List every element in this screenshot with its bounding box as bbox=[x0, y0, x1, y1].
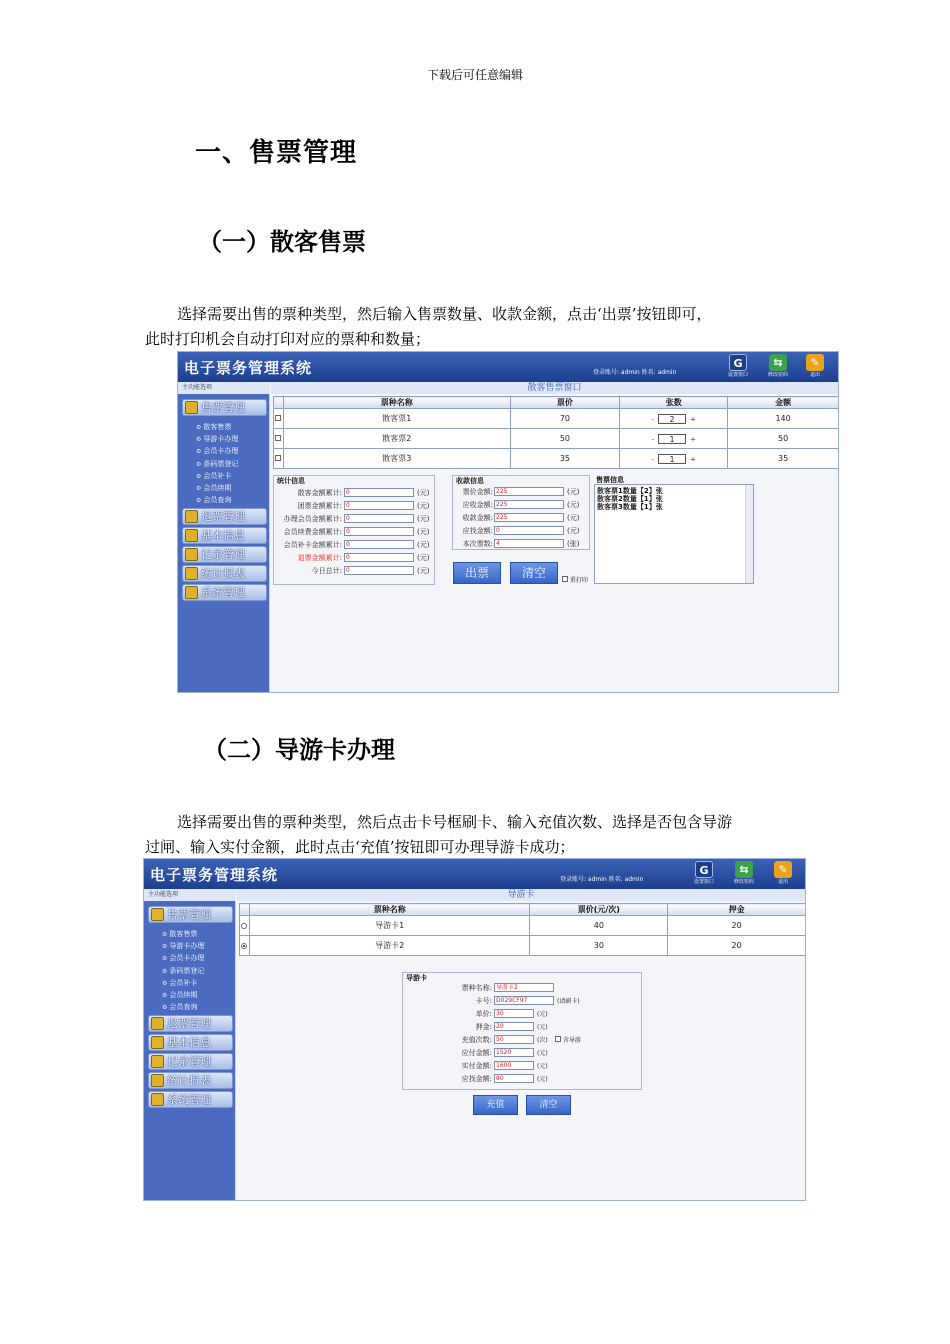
pencil-icon: ✎ bbox=[774, 861, 792, 878]
report-icon bbox=[151, 1074, 164, 1087]
header-note: 下载后可任意编辑 bbox=[426, 68, 523, 82]
sidebar-strip: 主功能选项 bbox=[144, 889, 236, 901]
sidebar-group-reports[interactable]: 统计报表 bbox=[182, 565, 267, 582]
sidebar bbox=[144, 889, 236, 1200]
sidebar-group-basic-info[interactable]: 基本信息 bbox=[148, 1034, 233, 1051]
row-radio[interactable] bbox=[241, 923, 247, 929]
change-password-button[interactable] bbox=[763, 354, 793, 380]
col-price: 票价 bbox=[510, 397, 620, 409]
paragraph-1-line-2: 此时打印机会自动打印对应的票种和数量； bbox=[145, 330, 431, 348]
stats-row: 退票金额累计: 0 (元) bbox=[297, 554, 430, 562]
settings-window-label: 设置窗口 bbox=[727, 372, 748, 378]
sidebar-item-member-query[interactable]: ⚙ 会员查询 bbox=[162, 1002, 197, 1012]
report-icon bbox=[185, 567, 198, 580]
records-icon bbox=[185, 548, 198, 561]
table-row[interactable]: 散客票1 70 - 2 + 140 bbox=[274, 409, 839, 429]
stats-row: 今日总计: 0 (元) bbox=[311, 567, 430, 575]
guide-card-form bbox=[402, 972, 642, 1090]
payment-panel bbox=[452, 475, 590, 550]
swap-icon: ⇆ bbox=[769, 354, 787, 371]
sidebar-strip: 主功能选项 bbox=[178, 382, 270, 394]
sidebar-item-walkin-sale[interactable]: ⚙ 散客售票 bbox=[162, 929, 197, 939]
sidebar-group-records[interactable]: 记录管理 bbox=[182, 546, 267, 563]
plus-icon[interactable]: + bbox=[690, 455, 696, 463]
reprint-option[interactable]: 重打印 bbox=[562, 575, 588, 584]
row-checkbox[interactable] bbox=[275, 455, 281, 461]
payment-field[interactable]: 0 bbox=[494, 526, 564, 535]
section-title: 一、售票管理 bbox=[195, 138, 358, 168]
minus-icon[interactable]: - bbox=[651, 435, 655, 443]
form-row: 充值次数: 50 (次) 含导游 bbox=[461, 1036, 581, 1044]
sidebar-item-member-query[interactable]: ⚙ 会员查询 bbox=[196, 495, 231, 505]
payment-row: 票价金额: 225 (元) bbox=[462, 488, 580, 496]
paid-amount-field[interactable]: 1600 bbox=[494, 1061, 534, 1070]
plus-icon[interactable]: + bbox=[690, 435, 696, 443]
change-password-label: 修改密码 bbox=[767, 372, 788, 378]
sidebar-group-basic-info[interactable]: 基本信息 bbox=[182, 527, 267, 544]
change-password-label: 修改密码 bbox=[733, 879, 754, 885]
col-amount: 金额 bbox=[728, 397, 839, 409]
row-checkbox[interactable] bbox=[275, 435, 281, 441]
payment-field[interactable]: 225 bbox=[494, 500, 564, 509]
settings-icon: G bbox=[695, 861, 713, 878]
card-number-field[interactable]: D029CF97 bbox=[494, 996, 554, 1005]
payment-row: 应收金额: 225 (元) bbox=[462, 501, 580, 509]
table-row[interactable]: 散客票3 35 - 1 + 35 bbox=[274, 449, 839, 469]
sidebar-group-ticket-sale[interactable]: 售票管理 bbox=[182, 399, 267, 416]
stats-row: 办理会员金额累计: 0 (元) bbox=[283, 515, 430, 523]
sidebar-group-ticket-sale[interactable]: 售票管理 bbox=[148, 906, 233, 923]
sidebar-group-records[interactable]: 记录管理 bbox=[148, 1053, 233, 1070]
screenshot-ticket-sale bbox=[177, 351, 839, 693]
issue-ticket-button[interactable]: 出票 bbox=[453, 562, 501, 584]
qty-input[interactable]: 2 bbox=[658, 414, 686, 424]
qty-input[interactable]: 1 bbox=[658, 454, 686, 464]
plus-icon[interactable]: + bbox=[690, 415, 696, 423]
table-header-row bbox=[240, 904, 806, 916]
stats-panel bbox=[273, 475, 435, 585]
form-row: 票种名称: 导游卡2 bbox=[403, 983, 641, 993]
col-deposit: 押金 bbox=[668, 904, 806, 916]
settings-window-button[interactable] bbox=[689, 861, 719, 887]
row-radio-selected[interactable] bbox=[241, 943, 247, 949]
col-price-per-use: 票价(元/次) bbox=[530, 904, 668, 916]
system-icon bbox=[151, 1093, 164, 1106]
sale-info-textarea[interactable]: 散客票1数量【2】张 散客票2数量【1】张 散客票3数量【1】张 bbox=[594, 484, 754, 584]
form-row: 应付金额: 1520 (元) bbox=[461, 1049, 548, 1057]
paragraph-1 bbox=[145, 302, 810, 352]
exit-label: 退出 bbox=[809, 372, 820, 378]
records-icon bbox=[151, 1055, 164, 1068]
include-guide-checkbox[interactable] bbox=[555, 1036, 561, 1042]
deposit-field[interactable]: 20 bbox=[494, 1022, 534, 1031]
form-row: 应找金额: 80 (元) bbox=[461, 1075, 548, 1083]
sidebar-item-guide-card[interactable]: ⚙ 导游卡办理 bbox=[196, 434, 238, 444]
pencil-icon: ✎ bbox=[806, 354, 824, 371]
window-title: 散客售票窗口 bbox=[271, 382, 838, 394]
payment-title: 收款信息 bbox=[456, 477, 484, 485]
exit-button[interactable] bbox=[768, 861, 798, 887]
qty-input[interactable]: 1 bbox=[658, 434, 686, 444]
settings-window-label: 设置窗口 bbox=[693, 879, 714, 885]
screenshot-guide-card bbox=[143, 858, 806, 1201]
col-ticket-name: 票种名称 bbox=[249, 904, 529, 916]
stats-field[interactable]: 0 bbox=[344, 488, 414, 497]
table-row[interactable]: 散客票2 50 - 1 + 50 bbox=[274, 429, 839, 449]
payment-field[interactable]: 225 bbox=[494, 487, 564, 496]
sidebar-item-member-card[interactable]: ⚙ 会员卡办理 bbox=[196, 446, 238, 456]
stats-row: 会员补卡金额累计: 0 (元) bbox=[283, 541, 430, 549]
stats-row: 散客金额累计: 0 (元) bbox=[297, 489, 430, 497]
guide-card-table bbox=[239, 903, 806, 956]
table-row[interactable]: 导游卡2 30 20 bbox=[240, 936, 806, 956]
sidebar-group-refund[interactable]: 退票管理 bbox=[148, 1015, 233, 1032]
settings-icon: G bbox=[729, 354, 747, 371]
payment-row: 收款金额: 225 (元) bbox=[462, 514, 580, 522]
payment-row: 本次票数: 4 (张) bbox=[462, 540, 580, 548]
app-title-bar bbox=[178, 352, 838, 382]
stats-title: 统计信息 bbox=[277, 477, 305, 485]
change-password-button[interactable] bbox=[729, 861, 759, 887]
refund-icon bbox=[185, 510, 198, 523]
paragraph-2-line-2: 过闸、输入实付金额，此时点击‘充值’按钮即可办理导游卡成功； bbox=[145, 838, 575, 856]
sidebar-item-member-card[interactable]: ⚙ 会员卡办理 bbox=[162, 953, 204, 963]
payment-row: 应找金额: 0 (元) bbox=[462, 527, 580, 535]
system-icon bbox=[185, 586, 198, 599]
sidebar bbox=[178, 382, 270, 692]
refund-icon bbox=[151, 1017, 164, 1030]
col-ticket-name: 票种名称 bbox=[283, 397, 510, 409]
paragraph-2-line-1: 选择需要出售的票种类型，然后点击卡号框刷卡、输入充值次数、选择是否包含导游 bbox=[177, 813, 733, 831]
ticket-name-field[interactable]: 导游卡2 bbox=[494, 983, 554, 992]
subsection-title-1: （一）散客售票 bbox=[198, 228, 366, 256]
stats-field[interactable]: 0 bbox=[344, 540, 414, 549]
app-title: 电子票务管理系统 bbox=[184, 359, 313, 377]
exit-button[interactable] bbox=[800, 354, 830, 380]
clear-button[interactable]: 清空 bbox=[510, 562, 558, 584]
col-qty: 张数 bbox=[620, 397, 728, 409]
settings-window-button[interactable] bbox=[723, 354, 753, 380]
sidebar-item-member-renew[interactable]: ⚙ 会员续期 bbox=[196, 483, 231, 493]
info-icon bbox=[185, 529, 198, 542]
paragraph-1-line-1: 选择需要出售的票种类型，然后输入售票数量、收款金额，点击‘出票’按钮即可， bbox=[177, 305, 712, 323]
table-header-row bbox=[274, 397, 839, 409]
info-icon bbox=[151, 1036, 164, 1049]
login-info: 登录账号: admin 姓名: admin bbox=[560, 876, 644, 883]
ticket-icon bbox=[151, 908, 164, 921]
sidebar-item-member-reissue[interactable]: ⚙ 会员补卡 bbox=[196, 471, 231, 481]
stats-field[interactable]: 0 bbox=[344, 566, 414, 575]
unit-price-field[interactable]: 30 bbox=[494, 1009, 534, 1018]
sidebar-item-member-renew[interactable]: ⚙ 会员续期 bbox=[162, 990, 197, 1000]
minus-icon[interactable]: - bbox=[651, 455, 655, 463]
form-row: 实付金额: 1600 (元) bbox=[461, 1062, 548, 1070]
sidebar-item-barcode-register[interactable]: ⚙ 条码票登记 bbox=[196, 459, 238, 469]
stats-field[interactable]: 0 bbox=[344, 553, 414, 562]
form-row: 押金: 20 (元) bbox=[475, 1023, 548, 1031]
form-row: 卡号: D029CF97 (请刷卡) bbox=[475, 997, 580, 1005]
table-row[interactable]: 导游卡1 40 20 bbox=[240, 916, 806, 936]
sidebar-item-walkin-sale[interactable]: ⚙ 散客售票 bbox=[196, 422, 231, 432]
window-title: 导游卡 bbox=[237, 889, 805, 901]
stats-row: 团票金额累计: 0 (元) bbox=[297, 502, 430, 510]
payment-field[interactable]: 225 bbox=[494, 513, 564, 522]
login-info: 登录账号: admin 姓名: admin bbox=[593, 369, 677, 376]
app-title: 电子票务管理系统 bbox=[150, 866, 279, 884]
row-checkbox[interactable] bbox=[275, 415, 281, 421]
payable-amount-field[interactable]: 1520 bbox=[494, 1048, 534, 1057]
subsection-title-2: （二）导游卡办理 bbox=[203, 736, 395, 764]
scrollbar[interactable] bbox=[745, 485, 753, 583]
reprint-checkbox[interactable] bbox=[562, 576, 568, 582]
sidebar-group-reports[interactable]: 统计报表 bbox=[148, 1072, 233, 1089]
stats-row: 会员续费金额累计: 0 (元) bbox=[283, 528, 430, 536]
paragraph-2 bbox=[145, 810, 810, 860]
recharge-button[interactable]: 充值 bbox=[473, 1095, 518, 1115]
ticket-icon bbox=[185, 401, 198, 414]
recharge-count-field[interactable]: 50 bbox=[494, 1035, 534, 1044]
sidebar-group-system[interactable]: 系统管理 bbox=[182, 584, 267, 601]
payment-field[interactable]: 4 bbox=[494, 539, 564, 548]
stats-field[interactable]: 0 bbox=[344, 527, 414, 536]
change-amount-field[interactable]: 80 bbox=[494, 1074, 534, 1083]
stats-field[interactable]: 0 bbox=[344, 501, 414, 510]
sidebar-group-refund[interactable]: 退票管理 bbox=[182, 508, 267, 525]
include-guide-option[interactable]: 含导游 bbox=[555, 1035, 581, 1044]
clear-button[interactable]: 清空 bbox=[526, 1095, 571, 1115]
sidebar-item-barcode-register[interactable]: ⚙ 条码票登记 bbox=[162, 966, 204, 976]
exit-label: 退出 bbox=[777, 879, 788, 885]
app-title-bar bbox=[144, 859, 805, 889]
form-row: 单价: 30 (元) bbox=[475, 1010, 548, 1018]
sidebar-item-member-reissue[interactable]: ⚙ 会员补卡 bbox=[162, 978, 197, 988]
sidebar-group-system[interactable]: 系统管理 bbox=[148, 1091, 233, 1108]
guide-card-form-title: 导游卡 bbox=[406, 974, 427, 982]
sale-info-title: 售票信息 bbox=[596, 476, 624, 484]
swap-icon: ⇆ bbox=[735, 861, 753, 878]
stats-field[interactable]: 0 bbox=[344, 514, 414, 523]
ticket-type-table bbox=[273, 396, 839, 469]
minus-icon[interactable]: - bbox=[651, 415, 655, 423]
sidebar-item-guide-card[interactable]: ⚙ 导游卡办理 bbox=[162, 941, 204, 951]
